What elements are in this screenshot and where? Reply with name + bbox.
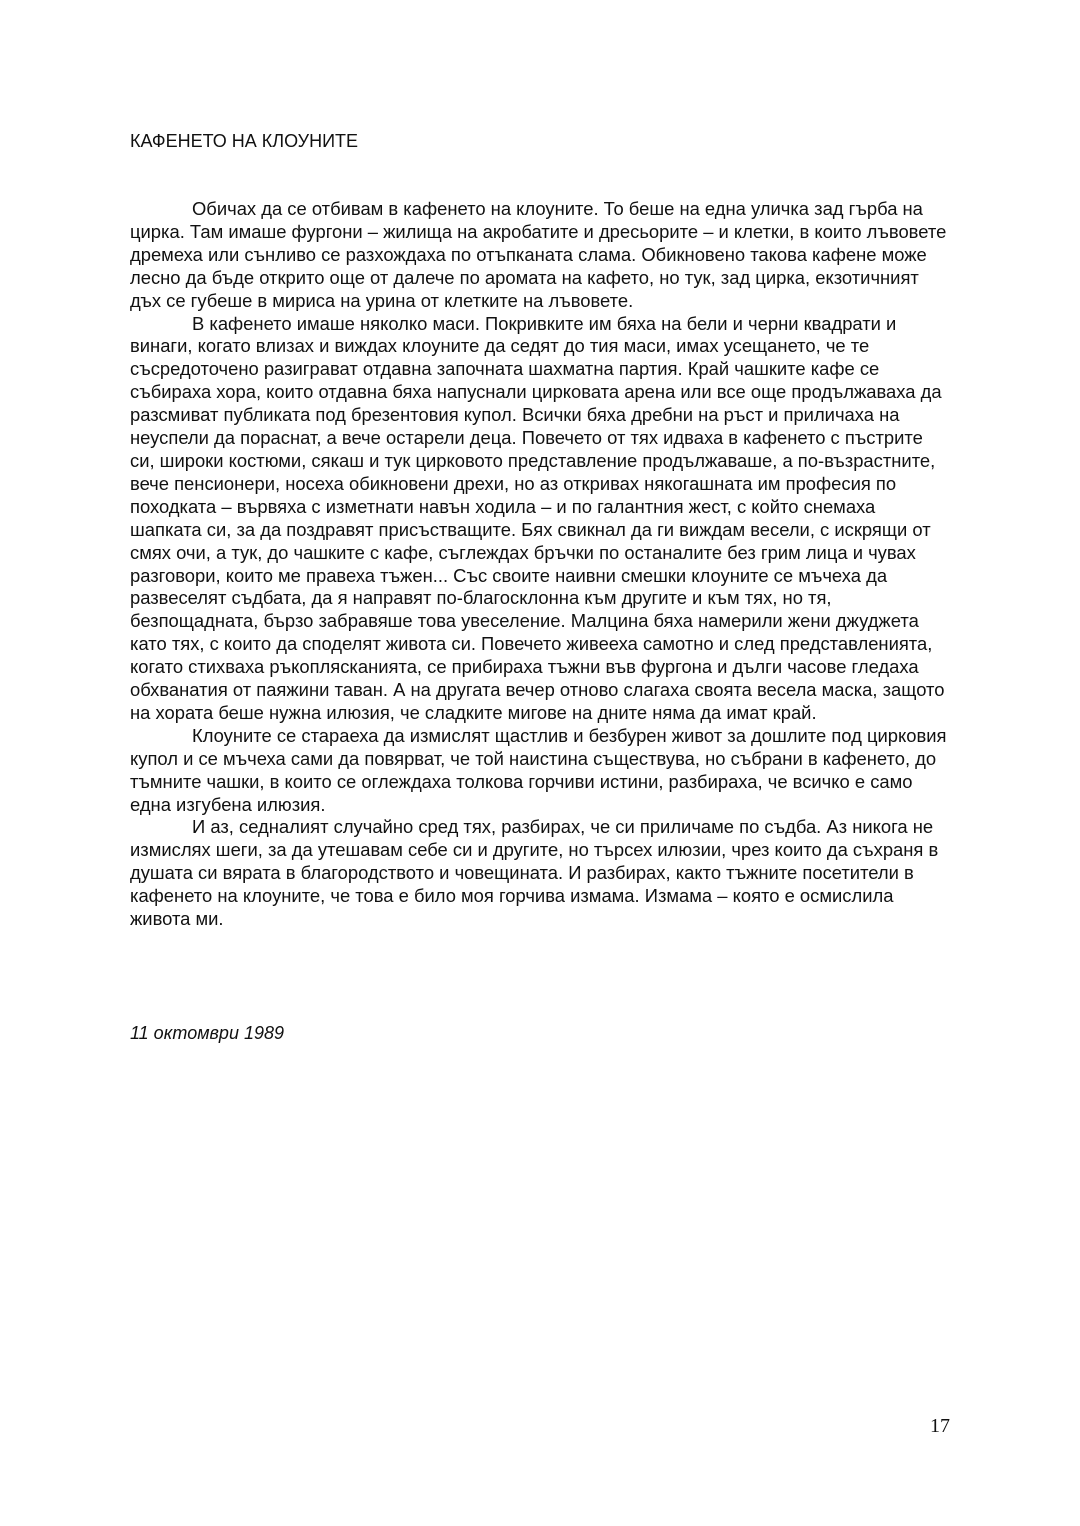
paragraph-3: Клоуните се стараеха да измислят щастлив и безбурен живот за дошлите под цирковия купол и се мъчеха сами да повярват, че той наистина съществува, но събрани в кафенето, до тъмните чашки, в които се оглеждаха толкова горчиви истини, разбираха, че всичко е само една изгубена илюзия. [130,724,947,815]
story-body [130,198,952,931]
document-page [130,0,952,1526]
paragraph-1: Обичах да се отбивам в кафенето на клоуните. То беше на една уличка зад гърба на цирка. Там имаше фургони – жилища на акробатите и дресьорите – и клетки, в които лъвовете дремеха или сънливо се разхождаха по отъпканата слама. Обикновено такова кафене може лесно да бъде открито още от далече по аромата на кафето, но тук, зад цирка, екзотичният дъх се губеше в мириса на урина от клетките на лъвовете. [130,198,947,311]
page-number: 17 [930,1415,950,1437]
story-date: 11 октомври 1989 [130,1023,285,1043]
paragraph-4: И аз, седналият случайно сред тях, разбирах, че си приличаме по съдба. Аз никога не измислях шеги, за да утешавам себе си и другите, но търсех илюзии, чрез които да съхраня в душата си вярата в благородството и човещината. И разбирах, както тъжните посетители в кафенето на клоуните, че това е било моя горчива измама. Измама – която е осмислила живота ми. [130,816,939,930]
paragraph-2: В кафенето имаше няколко маси. Покривките им бяха на бели и черни квадрати и винаги, когато влизах и виждах клоуните да седят до тия маси, имах усещането, че те съсредоточено разиграват отдавна започната шахматна партия. Край чашките кафе се събираха хора, които отдавна бяха напуснали цирковата арена или все още продължаваха да разсмиват публиката под брезентовия купол. Всички бяха дребни на ръст и приличаха на неуспели да пораснат, а вече остарели деца. Повечето от тях идваха в кафенето с пъстрите си, широки костюми, сякаш и тук цирковото представление продължаваше, а по-възрастните, вече пенсионери, носеха обикновени дрехи, но аз откривах някогашната им професия по походката – вървяха с изметнати навън ходила – и по галантния жест, с който снемаха шапката си, за да поздравят присъстващите. Бях свикнал да ги виждам весели, с искрящи от смях очи, а тук, до чашките с кафе, съглеждах бръчки по останалите без грим лица и чувах разговори, които ме правеха тъжен... Със своите наивни смешки клоуните се мъчеха да развеселят съдбата, да я направят по-благосклонна към другите и към тях, но тя, безпощадната, бързо забравяше това увеселение. Малцина бяха намерили жени джуджета като тях, с които да споделят живота си. Повечето живееха самотно и след представленията, когато стихваха ръкоплясканията, се прибираха тъжни във фургона и дълги часове гледаха обхванатия от паяжини таван. А на другата вечер отново слагаха своята весела маска, защото на хората беше нужна илюзия, че сладките мигове на дните няма да имат край. [130,312,945,723]
story-title: КАФЕНЕТО НА КЛОУНИТЕ [130,131,359,151]
